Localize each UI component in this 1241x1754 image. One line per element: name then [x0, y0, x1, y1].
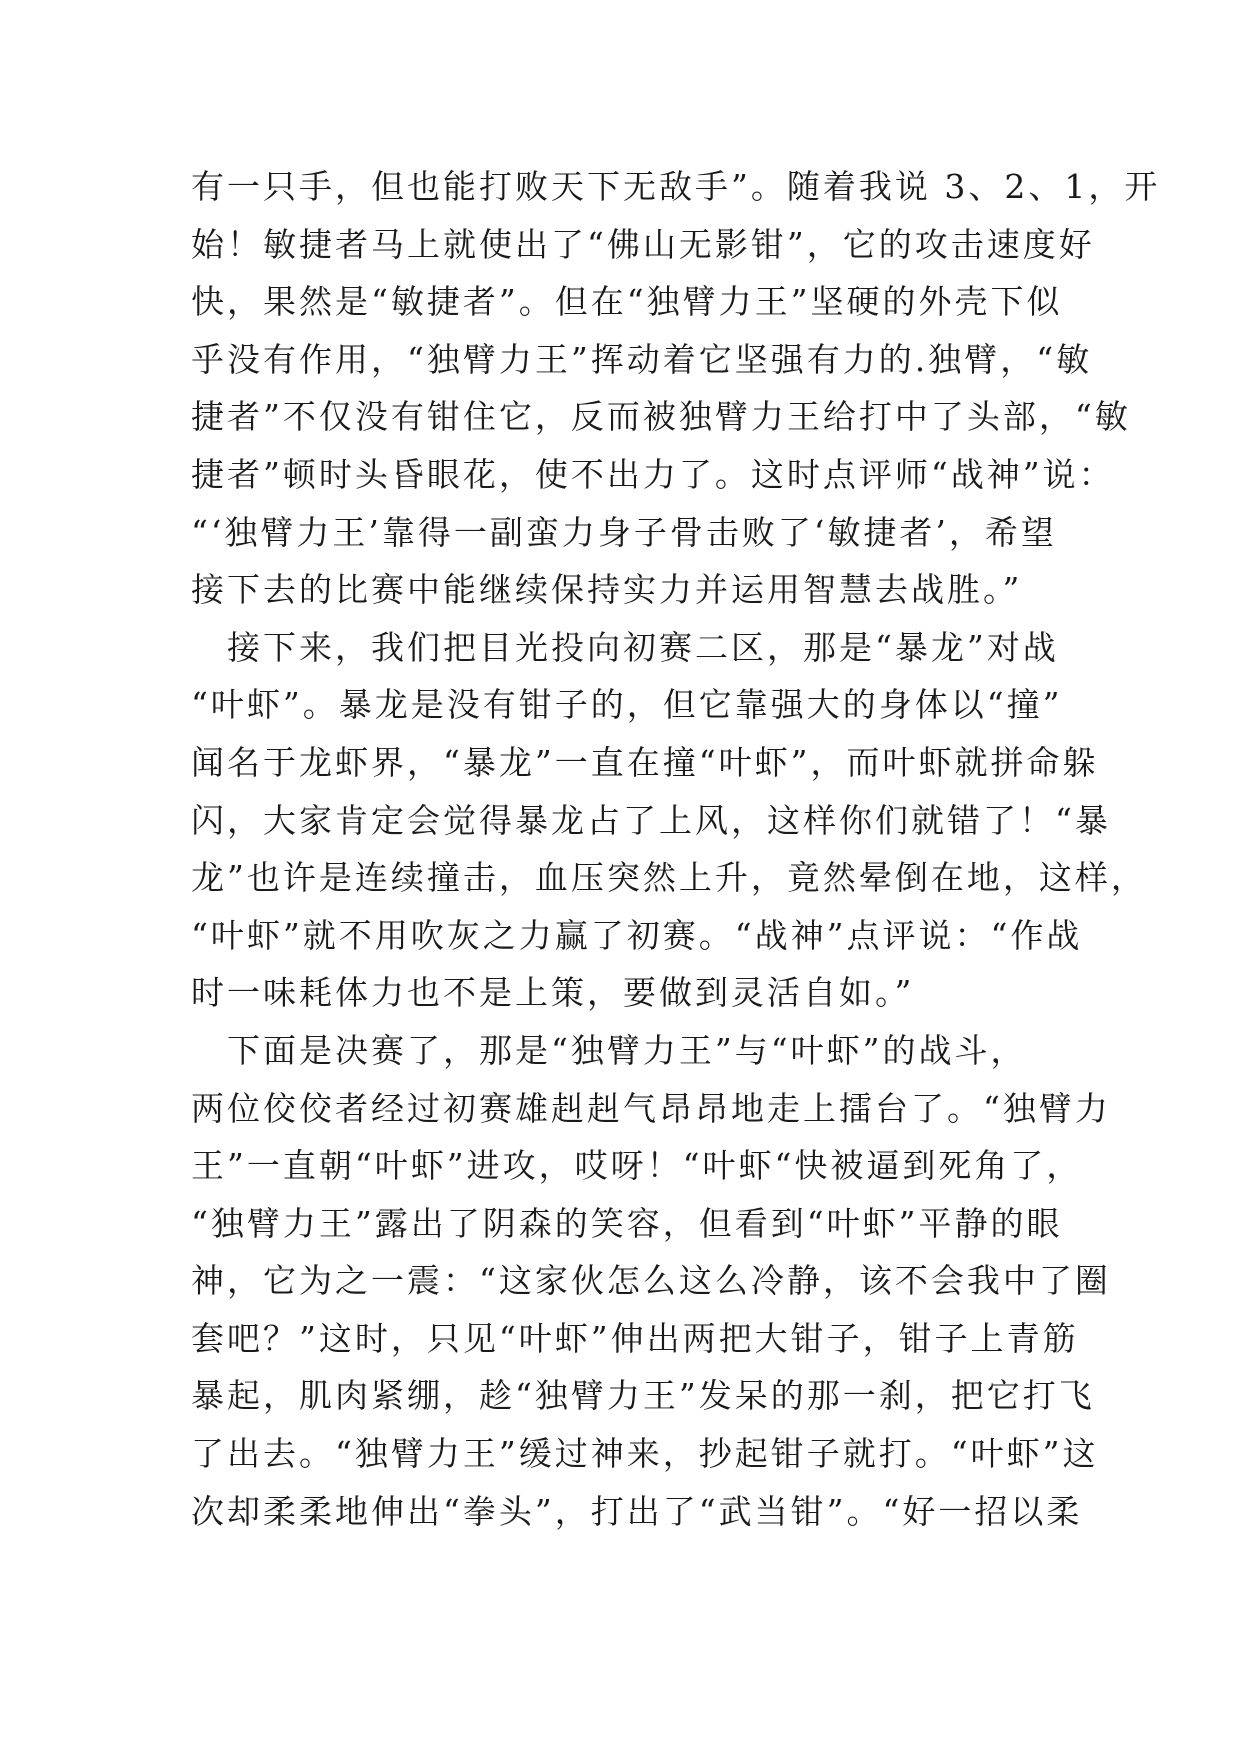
text-line: 接下去的比赛中能继续保持实力并运用智慧去战胜。”	[191, 570, 1023, 610]
text-line: 龙”也许是连续撞击，血压突然上升，竟然晕倒在地，这样，	[191, 858, 1147, 898]
text-line: “叶虾”。暴龙是没有钳子的，但它靠强大的身体以“撞”	[191, 685, 1063, 725]
text-line: 次却柔柔地伸出“拳头”，打出了“武当钳”。“好一招以柔	[191, 1491, 1083, 1531]
text-line: 了出去。“独臂力王”缓过神来，抄起钳子就打。“叶虾”这	[191, 1434, 1099, 1474]
text-line: 两位佼佼者经过初赛雄赳赳气昂昂地走上擂台了。“独臂力	[191, 1088, 1111, 1128]
body-text	[191, 158, 1161, 1540]
text-line: 快，果然是“敏捷者”。但在“独臂力王”坚硬的外壳下似	[191, 282, 1063, 322]
text-line: 暴起，肌肉紧绷，趁“独臂力王”发呆的那一刹，把它打飞	[191, 1376, 1095, 1416]
text-line: 闻名于龙虾界，“暴龙”一直在撞“叶虾”，而叶虾就拼命躲	[191, 742, 1099, 782]
text-line: “‘独臂力王’靠得一副蛮力身子骨击败了‘敏捷者’，希望	[191, 512, 1057, 552]
text-line: 乎没有作用，“独臂力王”挥动着它坚强有力的.独臂，“敏	[191, 339, 1093, 379]
text-line: “独臂力王”露出了阴森的笑容，但看到“叶虾”平静的眼	[191, 1203, 1063, 1243]
text-line: 神，它为之一震：“这家伙怎么这么冷静，该不会我中了圈	[191, 1261, 1111, 1301]
text-line: 时一味耗体力也不是上策，要做到灵活自如。”	[191, 973, 915, 1013]
text-line: 闪，大家肯定会觉得暴龙占了上风，这样你们就错了！“暴	[191, 800, 1111, 840]
text-line: 王”一直朝“叶虾”进攻，哎呀！“叶虾“快被逼到死角了，	[191, 1146, 1083, 1186]
text-line: 始！敏捷者马上就使出了“佛山无影钳”，它的攻击速度好	[191, 224, 1095, 264]
text-line: 捷者”顿时头昏眼花，使不出力了。这时点评师“战神”说：	[191, 454, 1115, 494]
text-line: 捷者”不仅没有钳住它，反而被独臂力王给打中了头部，“敏	[191, 397, 1131, 437]
text-line: “叶虾”就不用吹灰之力赢了初赛。“战神”点评说：“作战	[191, 915, 1083, 955]
text-line: 有一只手，但也能打败天下无敌手”。随着我说 3、2、1，开	[191, 167, 1161, 206]
text-line: 下面是决赛了，那是“独臂力王”与“叶虾”的战斗，	[191, 1030, 1027, 1070]
text-line: 套吧？”这时，只见“叶虾”伸出两把大钳子，钳子上青筋	[191, 1318, 1079, 1358]
text-line: 接下来，我们把目光投向初赛二区，那是“暴龙”对战	[191, 627, 1059, 667]
